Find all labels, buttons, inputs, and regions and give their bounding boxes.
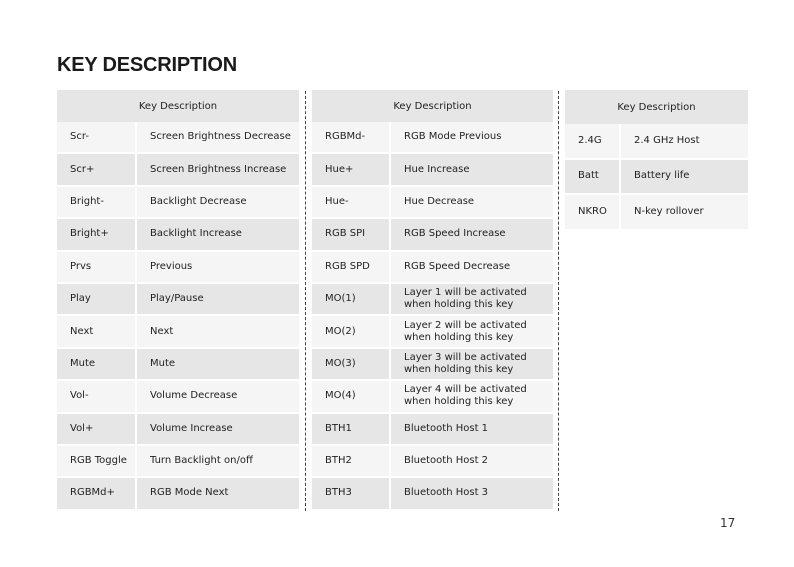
key-table-1: [57, 90, 299, 511]
key-cell: RGB SPD: [312, 252, 391, 284]
page-title: KEY DESCRIPTION: [57, 54, 237, 76]
column-separator: [305, 91, 306, 511]
page-number: 17: [720, 516, 736, 530]
key-cell: MO(1): [312, 284, 391, 316]
table-row: [312, 187, 553, 219]
table-row: [57, 187, 299, 219]
key-cell: Mute: [57, 349, 137, 381]
description-cell: Layer 3 will be activated when holding this key: [391, 349, 553, 381]
key-cell: RGBMd+: [57, 478, 137, 510]
description-cell: RGB Speed Increase: [391, 219, 553, 251]
description-cell: Turn Backlight on/off: [137, 446, 299, 478]
table-row: [312, 284, 553, 316]
key-cell: MO(3): [312, 349, 391, 381]
description-cell: Hue Decrease: [391, 187, 553, 219]
table-row: [312, 316, 553, 348]
key-table-3: [565, 90, 748, 231]
description-cell: Hue Increase: [391, 154, 553, 186]
table-row: [57, 349, 299, 381]
table-header: Key Description: [312, 90, 553, 122]
table-row: [57, 252, 299, 284]
key-cell: Bright-: [57, 187, 137, 219]
description-cell: Bluetooth Host 2: [391, 446, 553, 478]
table-row: [57, 122, 299, 154]
description-cell: Layer 1 will be activated when holding this key: [391, 284, 553, 316]
description-cell: Volume Increase: [137, 414, 299, 446]
key-cell: Scr+: [57, 154, 137, 186]
description-cell: N-key rollover: [621, 195, 748, 231]
key-cell: RGB SPI: [312, 219, 391, 251]
table-row: [312, 414, 553, 446]
key-cell: Bright+: [57, 219, 137, 251]
key-cell: Play: [57, 284, 137, 316]
table-row: [565, 124, 748, 160]
description-cell: Layer 4 will be activated when holding this key: [391, 381, 553, 413]
key-cell: NKRO: [565, 195, 621, 231]
table-row: [312, 154, 553, 186]
description-cell: Volume Decrease: [137, 381, 299, 413]
key-cell: Vol+: [57, 414, 137, 446]
table-header: Key Description: [57, 90, 299, 122]
key-cell: RGBMd-: [312, 122, 391, 154]
table-row: [312, 219, 553, 251]
key-table-2: [312, 90, 553, 511]
description-cell: Next: [137, 316, 299, 348]
description-cell: Screen Brightness Decrease: [137, 122, 299, 154]
key-cell: Next: [57, 316, 137, 348]
description-cell: Bluetooth Host 1: [391, 414, 553, 446]
table-row: [57, 446, 299, 478]
table-row: [57, 316, 299, 348]
description-cell: Screen Brightness Increase: [137, 154, 299, 186]
key-cell: BTH1: [312, 414, 391, 446]
table-row: [312, 349, 553, 381]
key-cell: MO(4): [312, 381, 391, 413]
description-cell: Play/Pause: [137, 284, 299, 316]
description-cell: Bluetooth Host 3: [391, 478, 553, 510]
key-cell: Prvs: [57, 252, 137, 284]
column-separator: [558, 91, 559, 511]
table-row: [57, 219, 299, 251]
table-row: [312, 381, 553, 413]
table-row: [312, 122, 553, 154]
key-cell: Batt: [565, 160, 621, 196]
key-cell: Vol-: [57, 381, 137, 413]
key-cell: Hue-: [312, 187, 391, 219]
description-cell: Mute: [137, 349, 299, 381]
description-cell: Layer 2 will be activated when holding this key: [391, 316, 553, 348]
table-row: [57, 381, 299, 413]
table-row: [312, 478, 553, 510]
table-row: [312, 446, 553, 478]
table-row: [57, 478, 299, 510]
description-cell: RGB Speed Decrease: [391, 252, 553, 284]
description-cell: Previous: [137, 252, 299, 284]
table-row: [57, 154, 299, 186]
table-row: [312, 252, 553, 284]
description-cell: RGB Mode Previous: [391, 122, 553, 154]
key-cell: BTH2: [312, 446, 391, 478]
table-row: [565, 160, 748, 196]
table-row: [57, 284, 299, 316]
key-cell: MO(2): [312, 316, 391, 348]
key-cell: 2.4G: [565, 124, 621, 160]
key-cell: RGB Toggle: [57, 446, 137, 478]
key-cell: Hue+: [312, 154, 391, 186]
table-row: [565, 195, 748, 231]
description-cell: Battery life: [621, 160, 748, 196]
table-row: [57, 414, 299, 446]
description-cell: Backlight Decrease: [137, 187, 299, 219]
description-cell: Backlight Increase: [137, 219, 299, 251]
description-cell: 2.4 GHz Host: [621, 124, 748, 160]
key-cell: BTH3: [312, 478, 391, 510]
table-header: Key Description: [565, 90, 748, 124]
key-cell: Scr-: [57, 122, 137, 154]
description-cell: RGB Mode Next: [137, 478, 299, 510]
